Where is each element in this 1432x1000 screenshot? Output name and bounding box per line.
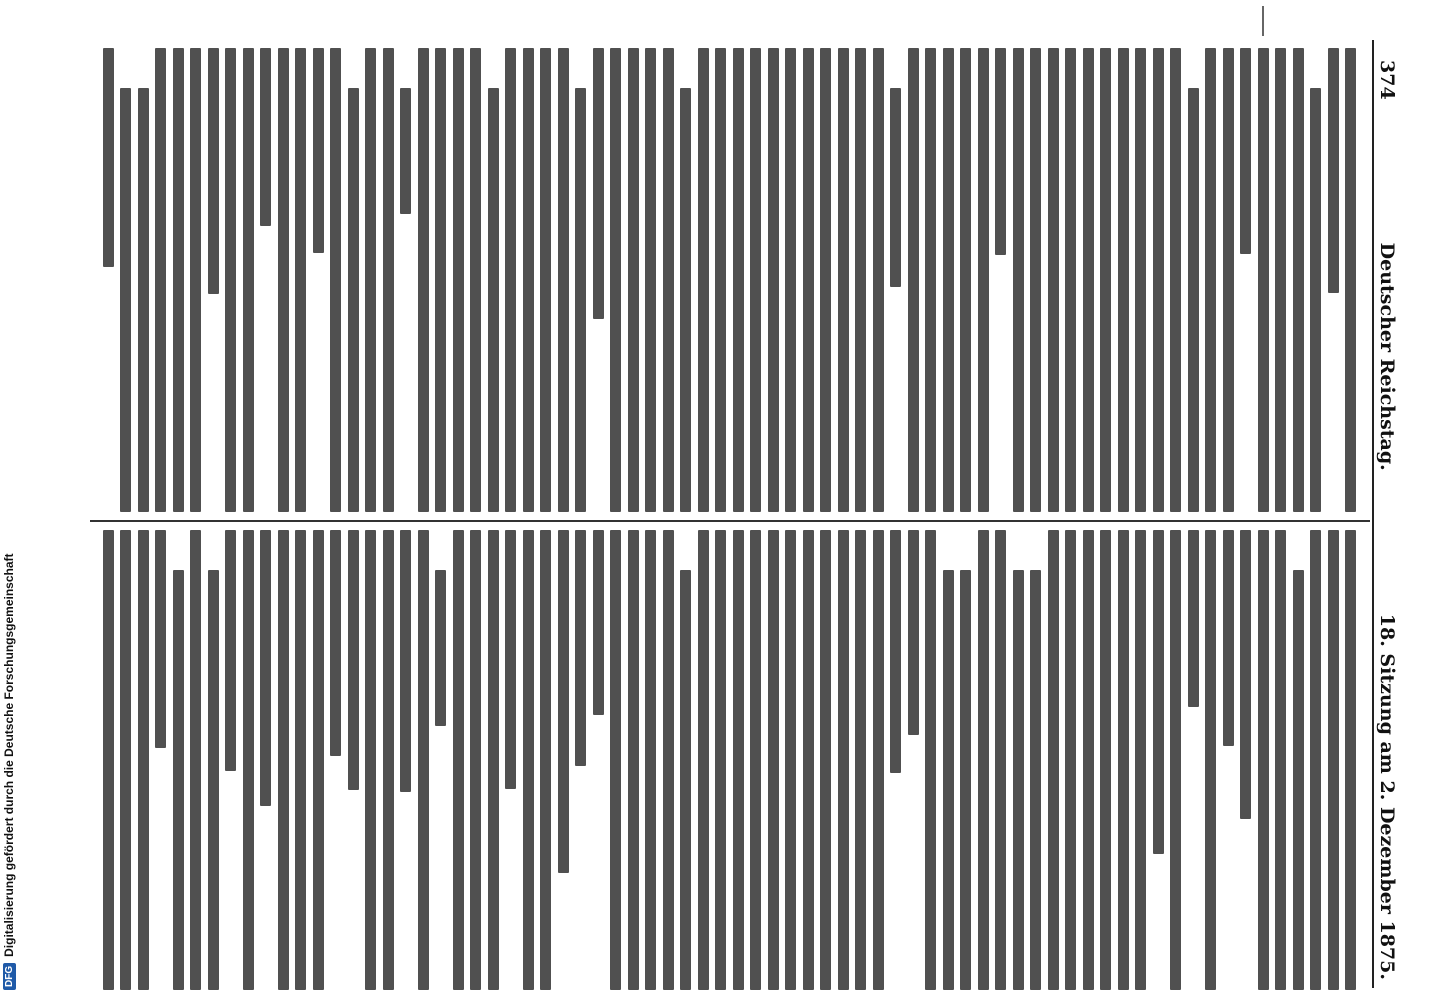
text-line bbox=[960, 48, 971, 512]
text-line bbox=[313, 48, 324, 253]
page-number: 374 bbox=[1376, 60, 1398, 100]
text-line bbox=[173, 48, 184, 512]
text-line bbox=[1223, 48, 1234, 512]
text-line bbox=[1293, 48, 1304, 512]
text-line bbox=[523, 530, 534, 990]
text-line bbox=[330, 48, 341, 512]
dfg-logo: DFG bbox=[3, 963, 16, 990]
text-line bbox=[768, 530, 779, 990]
text-line bbox=[400, 530, 411, 792]
text-line bbox=[645, 530, 656, 990]
text-line bbox=[208, 48, 219, 294]
text-line bbox=[698, 48, 709, 512]
text-line bbox=[418, 48, 429, 512]
text-line bbox=[820, 530, 831, 990]
text-line bbox=[943, 570, 954, 990]
text-line bbox=[348, 530, 359, 790]
edge-mark bbox=[1262, 6, 1264, 36]
text-line bbox=[750, 48, 761, 512]
text-line bbox=[225, 530, 236, 771]
text-line bbox=[803, 48, 814, 512]
text-line bbox=[855, 530, 866, 990]
text-line bbox=[365, 48, 376, 512]
text-line bbox=[1345, 530, 1356, 990]
text-line bbox=[1135, 48, 1146, 512]
text-line bbox=[820, 48, 831, 512]
text-line bbox=[1205, 48, 1216, 512]
text-line bbox=[418, 530, 429, 990]
text-line bbox=[1188, 88, 1199, 512]
text-line bbox=[225, 48, 236, 512]
text-line bbox=[978, 48, 989, 512]
text-line bbox=[103, 530, 114, 990]
text-line bbox=[645, 48, 656, 512]
text-line bbox=[1048, 530, 1059, 990]
text-line bbox=[313, 530, 324, 990]
text-line bbox=[558, 48, 569, 512]
text-line bbox=[1188, 530, 1199, 707]
text-line bbox=[715, 48, 726, 512]
text-line bbox=[838, 48, 849, 512]
text-line bbox=[208, 570, 219, 990]
text-line bbox=[1170, 530, 1181, 990]
text-line bbox=[680, 570, 691, 990]
text-line bbox=[663, 48, 674, 512]
column-divider bbox=[90, 520, 1370, 522]
text-line bbox=[1275, 48, 1286, 512]
text-line bbox=[260, 530, 271, 806]
text-line bbox=[890, 88, 901, 287]
text-line bbox=[873, 48, 884, 512]
text-line bbox=[628, 48, 639, 512]
text-line bbox=[873, 530, 884, 990]
text-line bbox=[908, 48, 919, 512]
publication-title: Deutscher Reichstag. bbox=[1376, 242, 1398, 471]
text-line bbox=[1310, 530, 1321, 990]
text-line bbox=[733, 530, 744, 990]
text-line bbox=[173, 570, 184, 990]
text-line bbox=[243, 48, 254, 512]
text-line bbox=[1223, 530, 1234, 746]
text-line bbox=[488, 88, 499, 512]
text-line bbox=[803, 530, 814, 990]
text-line bbox=[1065, 530, 1076, 990]
text-line bbox=[120, 530, 131, 990]
text-line bbox=[785, 48, 796, 512]
text-line bbox=[190, 48, 201, 512]
text-line bbox=[1153, 530, 1164, 854]
text-line bbox=[470, 48, 481, 512]
text-line bbox=[978, 530, 989, 990]
text-line bbox=[575, 530, 586, 766]
text-line bbox=[1258, 530, 1269, 990]
text-line bbox=[103, 48, 114, 267]
text-line bbox=[733, 48, 744, 512]
text-line bbox=[663, 530, 674, 990]
text-line bbox=[925, 48, 936, 512]
text-line bbox=[960, 570, 971, 990]
text-line bbox=[715, 530, 726, 990]
text-line bbox=[383, 530, 394, 990]
text-line bbox=[925, 530, 936, 990]
text-line bbox=[1293, 570, 1304, 990]
text-line bbox=[575, 88, 586, 512]
text-line bbox=[995, 530, 1006, 990]
text-line bbox=[365, 530, 376, 990]
text-line bbox=[435, 48, 446, 512]
text-line bbox=[1328, 48, 1339, 293]
text-line bbox=[1100, 530, 1111, 990]
text-line bbox=[1135, 530, 1146, 990]
text-line bbox=[1240, 530, 1251, 819]
text-line bbox=[453, 48, 464, 512]
text-line bbox=[1048, 48, 1059, 512]
text-line bbox=[1345, 48, 1356, 512]
text-line bbox=[943, 48, 954, 512]
text-line bbox=[120, 88, 131, 512]
text-line bbox=[260, 48, 271, 226]
text-line bbox=[190, 530, 201, 990]
text-line bbox=[628, 530, 639, 990]
text-line bbox=[1310, 88, 1321, 512]
text-line bbox=[243, 530, 254, 990]
text-line bbox=[1328, 530, 1339, 990]
text-line bbox=[383, 48, 394, 512]
text-line bbox=[1275, 530, 1286, 990]
text-line bbox=[295, 530, 306, 990]
text-line bbox=[855, 48, 866, 512]
text-line bbox=[593, 530, 604, 715]
text-line bbox=[680, 88, 691, 512]
text-line bbox=[610, 48, 621, 512]
text-line bbox=[505, 530, 516, 789]
text-line bbox=[610, 530, 621, 990]
text-line bbox=[1065, 48, 1076, 512]
text-line bbox=[1170, 48, 1181, 512]
digitization-text: Digitalisierung gefördert durch die Deutsche Forschungsgemeinschaft bbox=[2, 553, 16, 957]
text-line bbox=[558, 530, 569, 873]
text-line bbox=[138, 530, 149, 990]
text-line bbox=[1258, 48, 1269, 512]
text-line bbox=[278, 530, 289, 990]
text-line bbox=[523, 48, 534, 512]
text-line bbox=[698, 530, 709, 990]
text-line bbox=[540, 48, 551, 512]
text-line bbox=[278, 48, 289, 512]
text-line bbox=[1013, 48, 1024, 512]
text-line bbox=[1083, 530, 1094, 990]
text-line bbox=[593, 48, 604, 319]
session-date: 18. Sitzung am 2. Dezember 1875. bbox=[1376, 613, 1398, 980]
text-line bbox=[138, 88, 149, 512]
text-line bbox=[1030, 48, 1041, 512]
text-line bbox=[435, 570, 446, 726]
text-line bbox=[838, 530, 849, 990]
text-line bbox=[155, 530, 166, 748]
text-line bbox=[995, 48, 1006, 255]
text-line bbox=[330, 530, 341, 756]
text-line bbox=[453, 530, 464, 990]
text-line bbox=[1240, 48, 1251, 254]
text-line bbox=[1205, 530, 1216, 990]
text-line bbox=[470, 530, 481, 990]
text-line bbox=[1013, 570, 1024, 990]
text-line bbox=[155, 48, 166, 512]
text-line bbox=[785, 530, 796, 990]
text-line bbox=[1153, 48, 1164, 512]
text-line bbox=[1083, 48, 1094, 512]
text-line bbox=[540, 530, 551, 990]
text-line bbox=[1030, 570, 1041, 990]
text-line bbox=[505, 48, 516, 512]
text-line bbox=[1100, 48, 1111, 512]
text-line bbox=[750, 530, 761, 990]
text-line bbox=[768, 48, 779, 512]
text-line bbox=[400, 88, 411, 214]
text-line bbox=[908, 530, 919, 735]
text-line bbox=[348, 88, 359, 512]
text-line bbox=[295, 48, 306, 512]
text-line bbox=[488, 530, 499, 990]
text-line bbox=[890, 530, 901, 773]
text-line bbox=[1118, 48, 1129, 512]
text-line bbox=[1118, 530, 1129, 990]
